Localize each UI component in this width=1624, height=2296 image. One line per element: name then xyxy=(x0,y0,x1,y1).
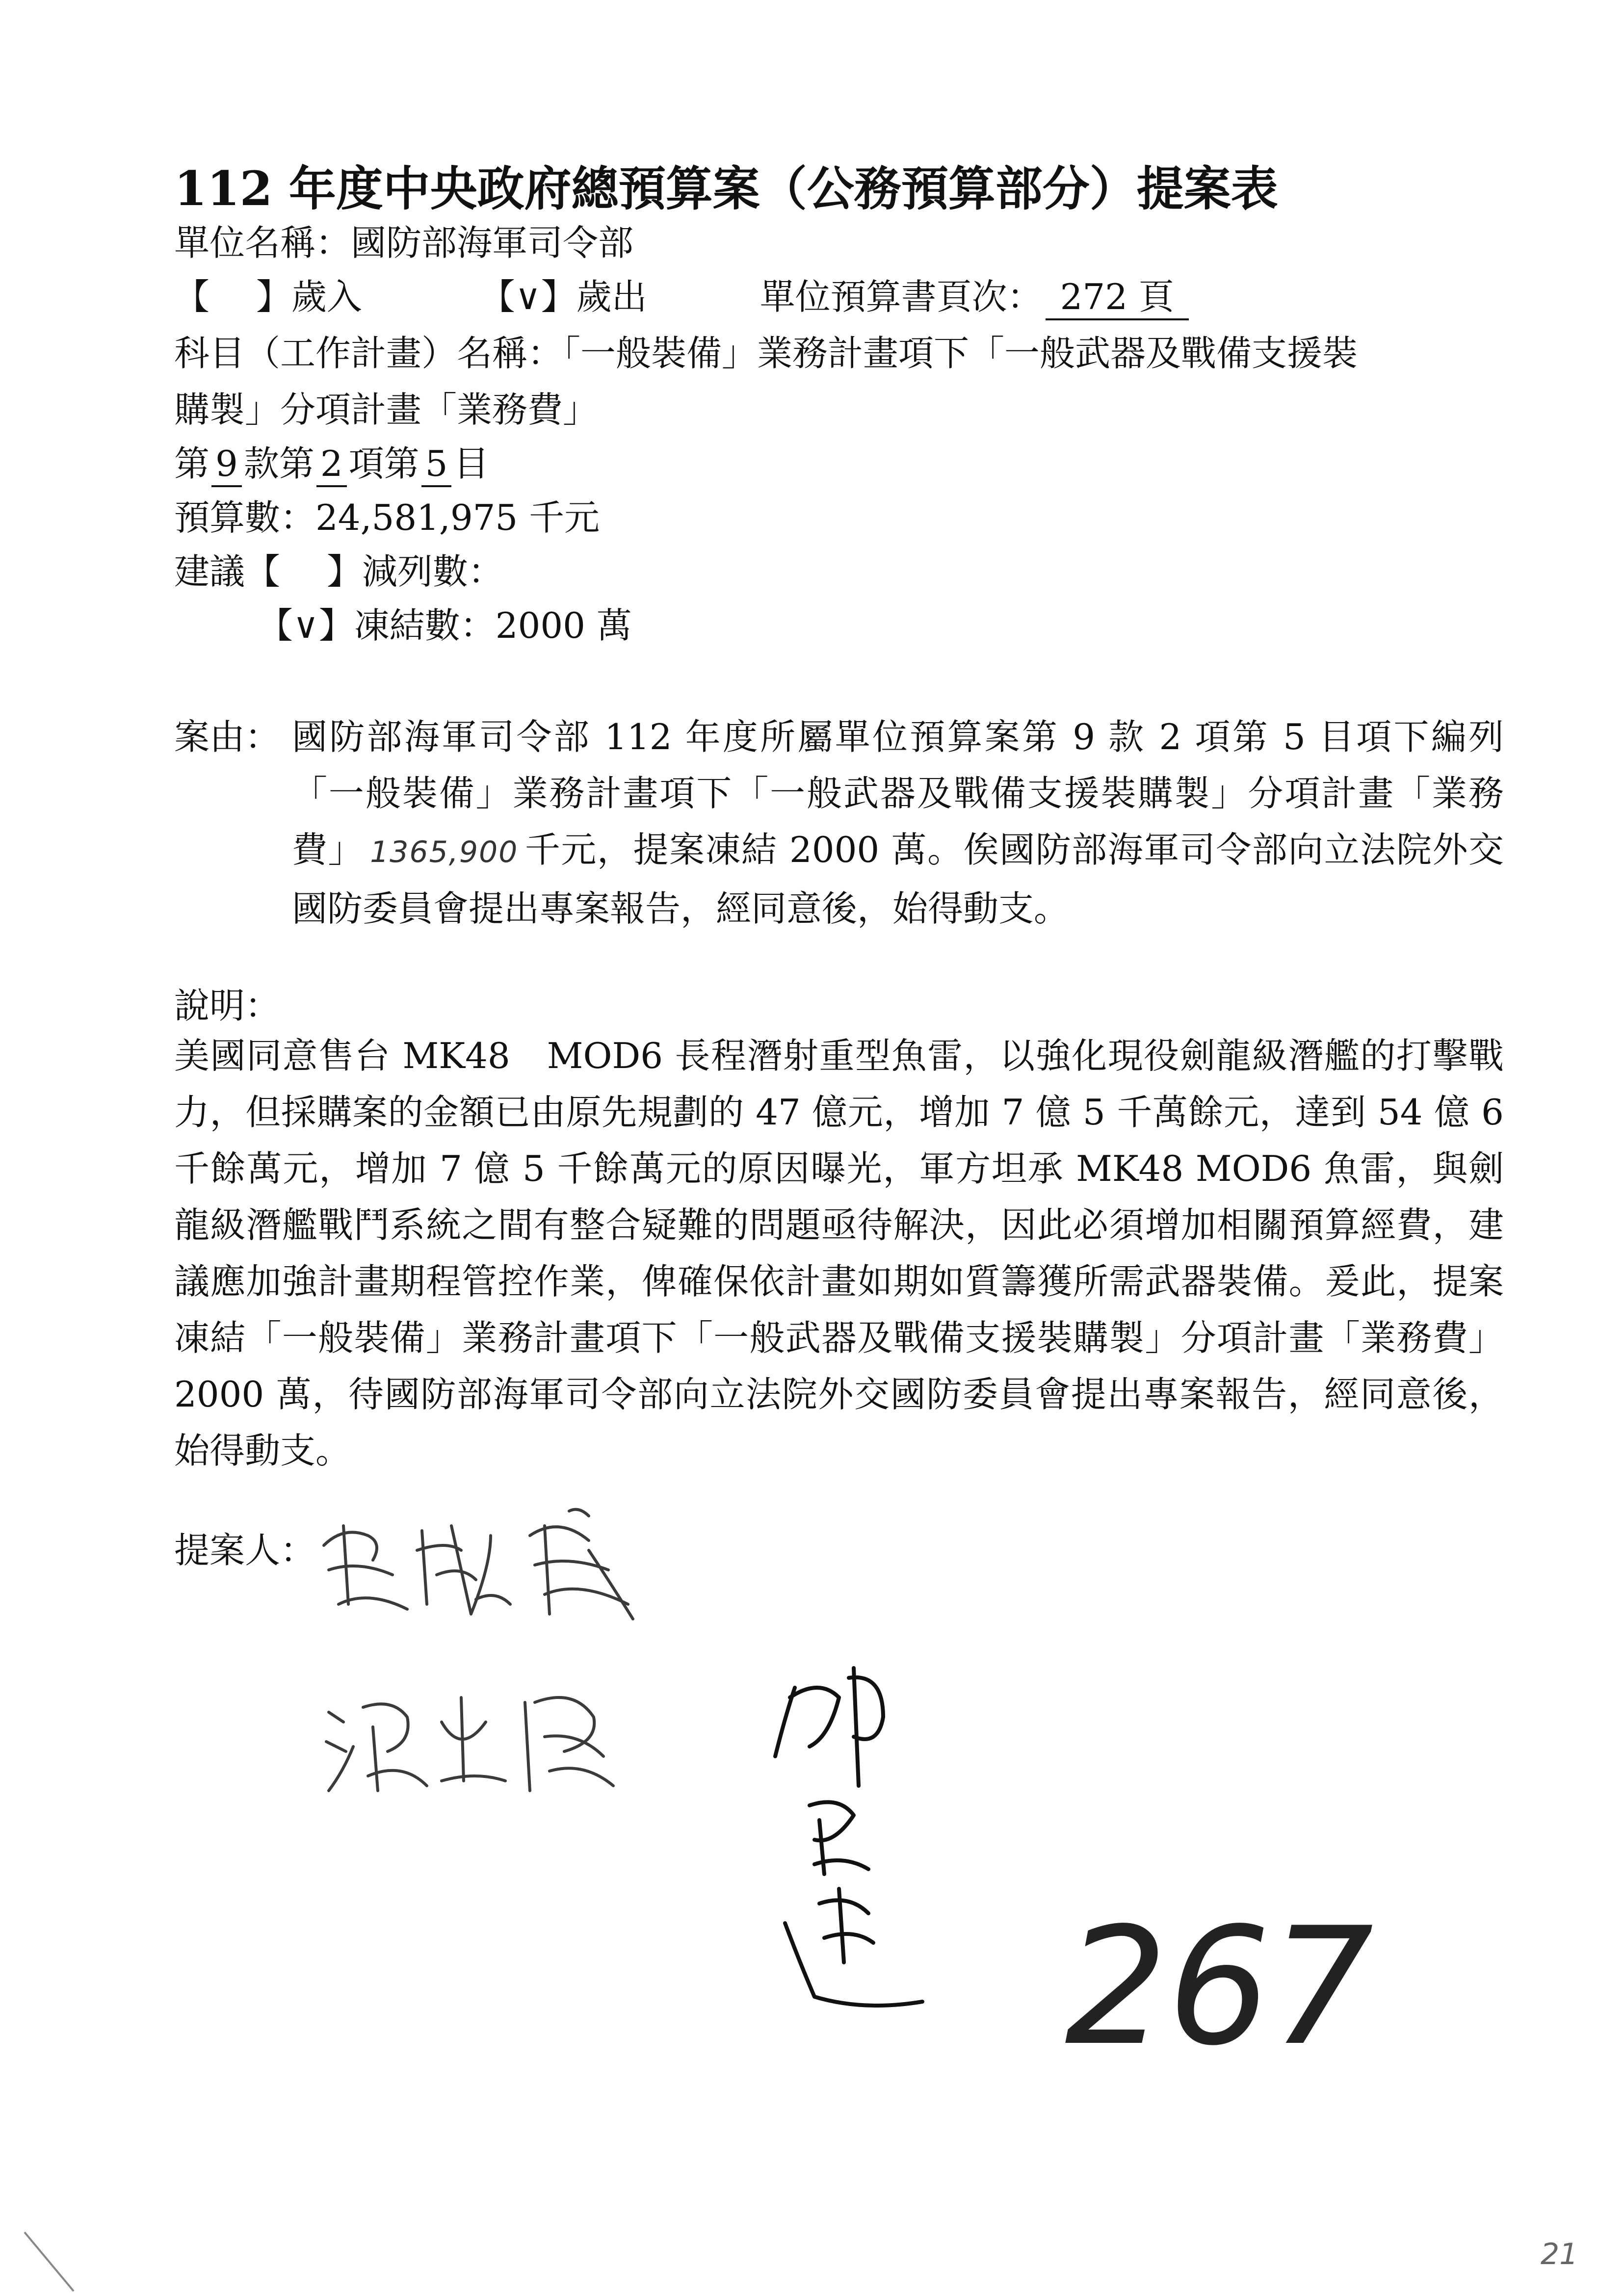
case-text-1: 國防部海軍司令部 112 年度所屬單位預算案第 9 款 2 項第 5 目項下編列「一般裝備」業務計畫項下「一般武器及戰備支援裝購製」分項計畫「業務費」 xyxy=(292,716,1504,870)
case-text-2: 千元，提案凍結 2000 萬。俟國防部海軍司令部向立法院外交國防委員會提出專案報告，經同意後，始得動支。 xyxy=(292,829,1504,929)
proposer-label: 提案人： xyxy=(174,1530,316,1571)
revenue-checkbox-label: 【 】歲入 xyxy=(174,276,362,317)
signature-3 xyxy=(756,1658,942,2031)
document-title: 112 年度中央政府總預算案（公務預算部分）提案表 xyxy=(174,161,1278,216)
section-mu: 5 xyxy=(421,442,452,487)
handwritten-amount: 1365,900 xyxy=(370,835,519,869)
suggestion-reduce: 建議【 】減列數： xyxy=(174,551,503,592)
section-xiang-label: 項第 xyxy=(348,443,419,484)
explanation-body: 美國同意售台 MK48 MOD6 長程潛射重型魚雷，以強化現役劍龍級潛艦的打擊戰力，但採購案的金額已由原先規劃的 47 億元，增加 7 億 5 千萬餘元，達到 54 億 6 千餘萬元，增加 7 億 5 千餘萬元的原因曝光，軍方坦承 MK48 MOD6 魚雷，與劍龍級潛艦戰鬥系統之間有整合疑難的問題亟待解決，因此必須增加相關預算經費，建議應加強計畫期程管控作業，俾確保依計畫如期如質籌獲所需武器裝備。爰此，提案凍結「一般裝備」業務計畫項下「一般武器及戰備支援裝購製」分項計畫「業務費」2000 萬，待國防部海軍司令部向立法院外交國防委員會提出專案報告，經同意後，始得動支。 xyxy=(174,1035,1504,1471)
subject-line-1: 科目（工作計畫）名稱：「一般裝備」業務計畫項下「一般武器及戰備支援裝 xyxy=(174,333,1358,374)
budget-section xyxy=(174,439,489,488)
section-prefix: 第 xyxy=(174,443,210,484)
page-ref-label: 單位預算書頁次： xyxy=(760,276,1043,317)
case-body xyxy=(292,709,1504,937)
scan-artifact-line xyxy=(20,2227,79,2296)
section-xiang: 2 xyxy=(316,442,347,487)
explanation-label: 說明： xyxy=(174,985,281,1026)
signature-2 xyxy=(319,1678,623,1805)
budget-amount: 預算數：24,581,975 千元 xyxy=(174,497,600,538)
page-ref-value: 272 頁 xyxy=(1046,275,1189,320)
unit-name: 單位名稱：國防部海軍司令部 xyxy=(174,222,634,263)
corner-mark: 21 xyxy=(1541,2237,1578,2271)
signature-1 xyxy=(314,1506,648,1634)
budget-type-row xyxy=(174,272,1189,321)
subject-line-2: 購製」分項計畫「業務費」 xyxy=(174,389,599,430)
section-kuan-label: 款第 xyxy=(243,443,314,484)
handwritten-page-number: 267 xyxy=(1065,1893,1374,2081)
case-label: 案由： xyxy=(174,716,281,757)
suggestion-freeze: 【∨】凍結數：2000 萬 xyxy=(258,605,632,646)
section-mu-label: 目 xyxy=(453,443,489,484)
section-kuan: 9 xyxy=(211,442,242,487)
expenditure-checkbox-label: 【∨】歲出 xyxy=(479,276,647,317)
